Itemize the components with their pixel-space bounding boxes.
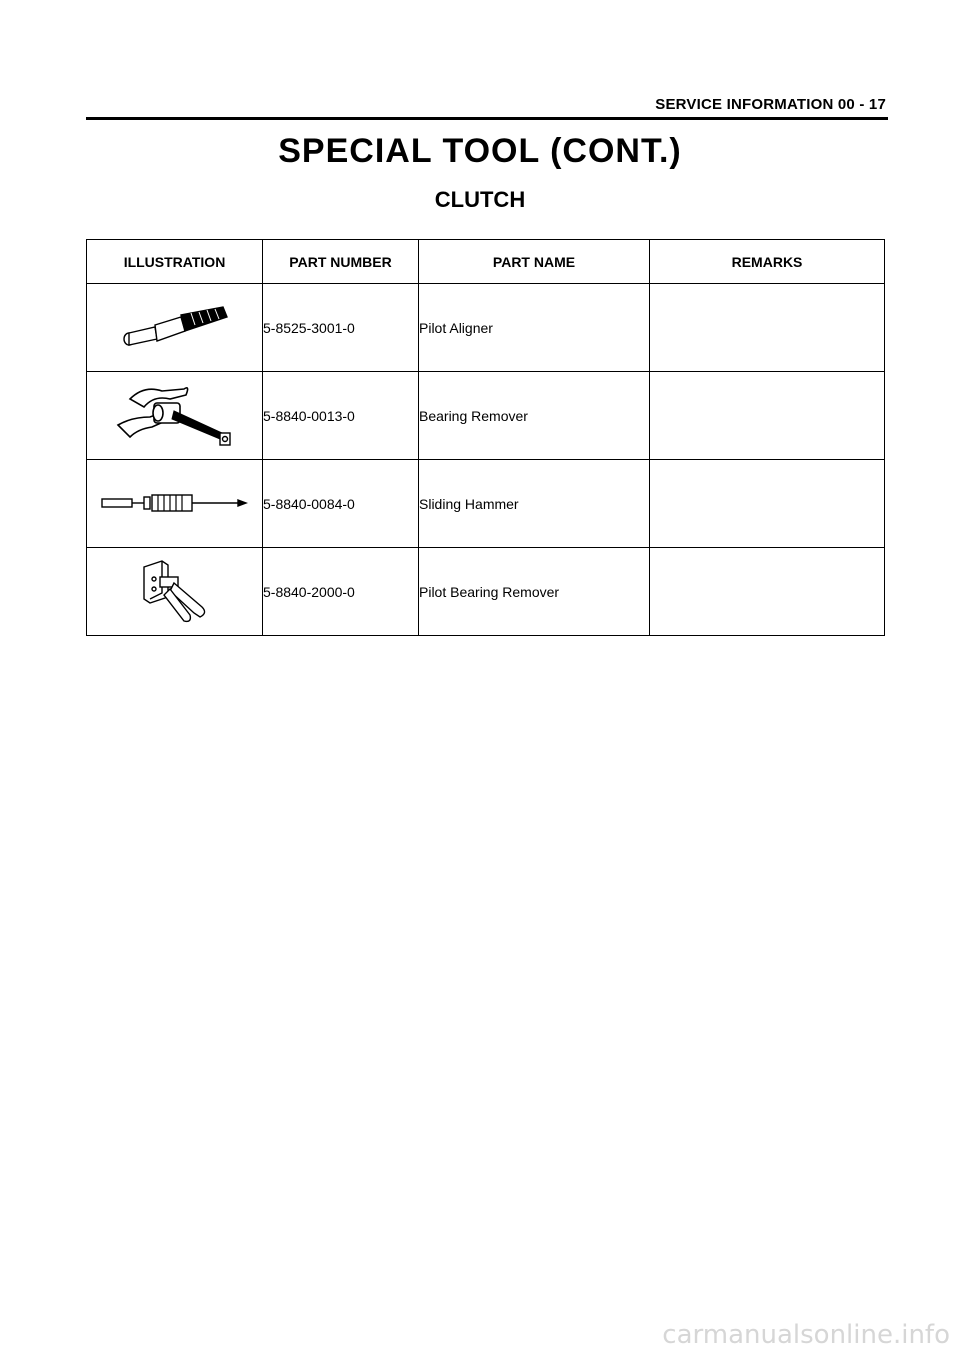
part-number: 5-8840-0013-0 — [263, 372, 419, 460]
remarks — [650, 460, 885, 548]
table-header-row — [87, 240, 885, 284]
part-name: Bearing Remover — [419, 372, 650, 460]
header-rule — [86, 117, 888, 120]
part-number: 5-8525-3001-0 — [263, 284, 419, 372]
table-row — [87, 460, 885, 548]
part-name: Pilot Aligner — [419, 284, 650, 372]
remarks — [650, 372, 885, 460]
table-row — [87, 284, 885, 372]
running-header: SERVICE INFORMATION 00 - 17 — [655, 96, 886, 113]
table-row — [87, 548, 885, 636]
page-title: SPECIAL TOOL (CONT.) — [278, 132, 682, 170]
part-number: 5-8840-2000-0 — [263, 548, 419, 636]
pilot-aligner-illustration — [87, 284, 263, 372]
column-header-part-number: PART NUMBER — [263, 240, 419, 284]
part-name: Sliding Hammer — [419, 460, 650, 548]
section-title: CLUTCH — [434, 187, 526, 212]
bearing-remover-illustration — [87, 372, 263, 460]
remarks — [650, 284, 885, 372]
column-header-part-name: PART NAME — [419, 240, 650, 284]
special-tool-table — [86, 239, 885, 636]
remarks — [650, 548, 885, 636]
sliding-hammer-illustration — [87, 460, 263, 548]
pilot-bearing-remover-illustration — [87, 548, 263, 636]
column-header-remarks: REMARKS — [650, 240, 885, 284]
watermark-text: carmanualsonline.info — [662, 1320, 950, 1350]
table-row — [87, 372, 885, 460]
part-number: 5-8840-0084-0 — [263, 460, 419, 548]
column-header-illustration: ILLUSTRATION — [87, 240, 263, 284]
part-name: Pilot Bearing Remover — [419, 548, 650, 636]
